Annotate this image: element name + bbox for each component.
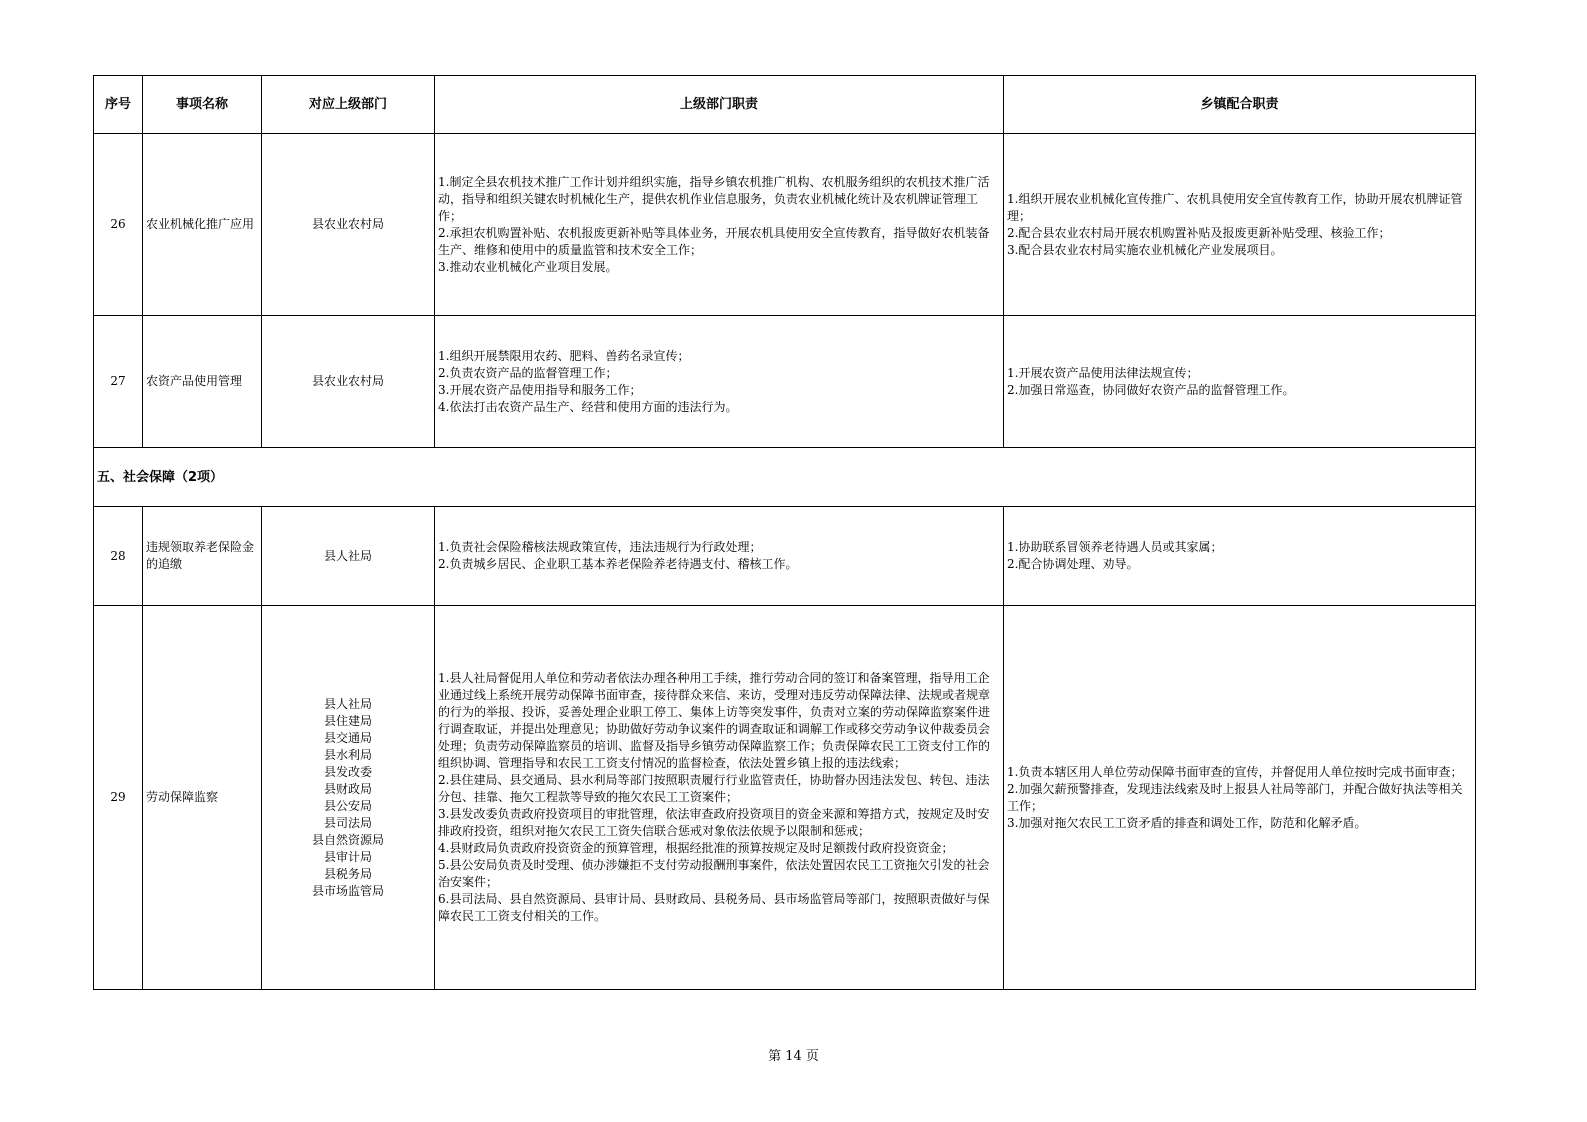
town-line: 2.配合协调处理、劝导。 — [1007, 557, 1139, 571]
dept-line: 县农业农村局 — [311, 374, 384, 388]
row-duty — [435, 134, 1004, 316]
duty-line: 4.县财政局负责政府投资资金的预算管理，根据经批准的预算按规定及时足额拨付政府投资资金； — [438, 841, 954, 855]
row-dept — [262, 316, 435, 448]
town-line: 2.配合县农业农村局开展农机购置补贴及报废更新补贴受理、核验工作； — [1007, 225, 1391, 240]
row-dept — [262, 606, 435, 990]
row-town — [1004, 316, 1476, 448]
duty-line: 2.负责城乡居民、企业职工基本养老保险养老待遇支付、稽核工作。 — [438, 557, 798, 571]
dept-line: 县人社局 — [323, 696, 372, 711]
responsibility-table — [93, 75, 1476, 990]
dept-line: 县财政局 — [323, 781, 372, 796]
header-dept: 对应上级部门 — [262, 76, 435, 134]
row-name: 农业机械化推广应用 — [143, 134, 262, 316]
town-line: 1.组织开展农业机械化宣传推广、农机具使用安全宣传教育工作，协助开展农机牌证管理； — [1007, 191, 1463, 223]
row-no: 28 — [94, 507, 143, 606]
dept-line: 县交通局 — [323, 730, 372, 745]
dept-line: 县农业农村局 — [311, 217, 384, 231]
dept-line: 县司法局 — [323, 815, 372, 830]
town-line: 1.开展农资产品使用法律法规宣传； — [1007, 365, 1199, 380]
town-line: 1.负责本辖区用人单位劳动保障书面审查的宣传，并督促用人单位按时完成书面审查； — [1007, 764, 1463, 779]
header-town: 乡镇配合职责 — [1004, 76, 1476, 134]
row-town — [1004, 507, 1476, 606]
row-town — [1004, 606, 1476, 990]
dept-line: 县市场监管局 — [311, 883, 384, 898]
table-row — [94, 316, 1476, 448]
dept-line: 县水利局 — [323, 747, 372, 762]
row-name: 违规领取养老保险金的追缴 — [143, 507, 262, 606]
duty-line: 4.依法打击农资产品生产、经营和使用方面的违法行为。 — [438, 399, 738, 414]
duty-line: 6.县司法局、县自然资源局、县审计局、县财政局、县税务局、县市场监管局等部门，按照职责做好与保障农民工工资支付相关的工作。 — [438, 892, 990, 923]
row-town — [1004, 134, 1476, 316]
dept-line: 县自然资源局 — [311, 832, 384, 847]
duty-line: 5.县公安局负责及时受理、侦办涉嫌拒不支付劳动报酬刑事案件，依法处置因农民工工资拖欠引发的社会治安案件； — [438, 858, 990, 889]
duty-line: 2.负责农资产品的监督管理工作； — [438, 365, 618, 380]
row-name: 劳动保障监察 — [143, 606, 262, 990]
dept-line: 县人社局 — [323, 548, 372, 563]
row-duty — [435, 507, 1004, 606]
dept-line: 县住建局 — [323, 713, 372, 728]
duty-line: 3.县发改委负责政府投资项目的审批管理，依法审查政府投资项目的资金来源和筹措方式，按规定及时安排政府投资，组织对拖欠农民工工资失信联合惩戒对象依法依规予以限制和惩戒； — [438, 807, 990, 838]
town-line: 3.加强对拖欠农民工工资矛盾的排查和调处工作，防范和化解矛盾。 — [1007, 815, 1367, 830]
row-duty — [435, 606, 1004, 990]
dept-line: 县发改委 — [323, 764, 372, 779]
row-dept — [262, 134, 435, 316]
town-line: 2.加强日常巡查，协同做好农资产品的监督管理工作。 — [1007, 382, 1295, 397]
duty-line: 3.开展农资产品使用指导和服务工作； — [438, 382, 642, 397]
town-line: 1.协助联系冒领养老待遇人员或其家属； — [1007, 540, 1223, 554]
row-duty — [435, 316, 1004, 448]
row-no: 27 — [94, 316, 143, 448]
row-name: 农资产品使用管理 — [143, 316, 262, 448]
dept-line: 县审计局 — [323, 849, 372, 864]
duty-line: 2.县住建局、县交通局、县水利局等部门按照职责履行行业监管责任，协助督办因违法发包、转包、违法分包、挂靠、拖欠工程款等导致的拖欠农民工工资案件； — [438, 773, 990, 804]
header-name: 事项名称 — [143, 76, 262, 134]
duty-line: 1.制定全县农机技术推广工作计划并组织实施，指导乡镇农机推广机构、农机服务组织的农机技术推广活动，指导和组织关键农时机械化生产，提供农机作业信息服务，负责农业机械化统计及农机牌证管理工作； — [438, 174, 990, 223]
row-no: 26 — [94, 134, 143, 316]
duty-line: 2.承担农机购置补贴、农机报废更新补贴等具体业务，开展农机具使用安全宣传教育，指导做好农机装备生产、维修和使用中的质量监管和技术安全工作； — [438, 225, 990, 257]
header-no: 序号 — [94, 76, 143, 134]
duty-line: 1.组织开展禁限用农药、肥料、兽药名录宣传； — [438, 348, 690, 363]
row-dept — [262, 507, 435, 606]
table-row — [94, 606, 1476, 990]
table-row — [94, 507, 1476, 606]
section-title: 五、社会保障（2项） — [94, 448, 1476, 507]
duty-line: 3.推动农业机械化产业项目发展。 — [438, 259, 618, 274]
page-number: 第 14 页 — [768, 1049, 819, 1064]
duty-line: 1.县人社局督促用人单位和劳动者依法办理各种用工手续，推行劳动合同的签订和备案管理，指导用工企业通过线上系统开展劳动保障书面审查，接待群众来信、来访，受理对违反劳动保障法律、法规或者规章的行为的举报、投诉，妥善处理企业职工停工、集体上访等突发事件，负责对立案的劳动保障监察案件进行调查取证，并提出处理意见；协助做好劳动争议案件的调查取证和调解工作或移交劳动争议仲裁委员会处理；负责劳动保障监察员的培训、监督及指导乡镇劳动保障监察工作；负责保障农民工工资支付工作的组织协调、管理指导和农民工工资支付情况的监督检查，依法处置乡镇上报的违法线索； — [438, 671, 991, 770]
town-line: 2.加强欠薪预警排查，发现违法线索及时上报县人社局等部门，并配合做好执法等相关工作； — [1007, 781, 1463, 813]
header-duty: 上级部门职责 — [435, 76, 1004, 134]
duty-line: 1.负责社会保险稽核法规政策宣传，违法违规行为行政处理； — [438, 540, 762, 554]
row-no: 29 — [94, 606, 143, 990]
table-row — [94, 134, 1476, 316]
town-line: 3.配合县农业农村局实施农业机械化产业发展项目。 — [1007, 242, 1283, 257]
dept-line: 县税务局 — [323, 866, 372, 881]
dept-line: 县公安局 — [323, 798, 372, 813]
section-row — [94, 448, 1476, 507]
header-row — [94, 76, 1476, 134]
